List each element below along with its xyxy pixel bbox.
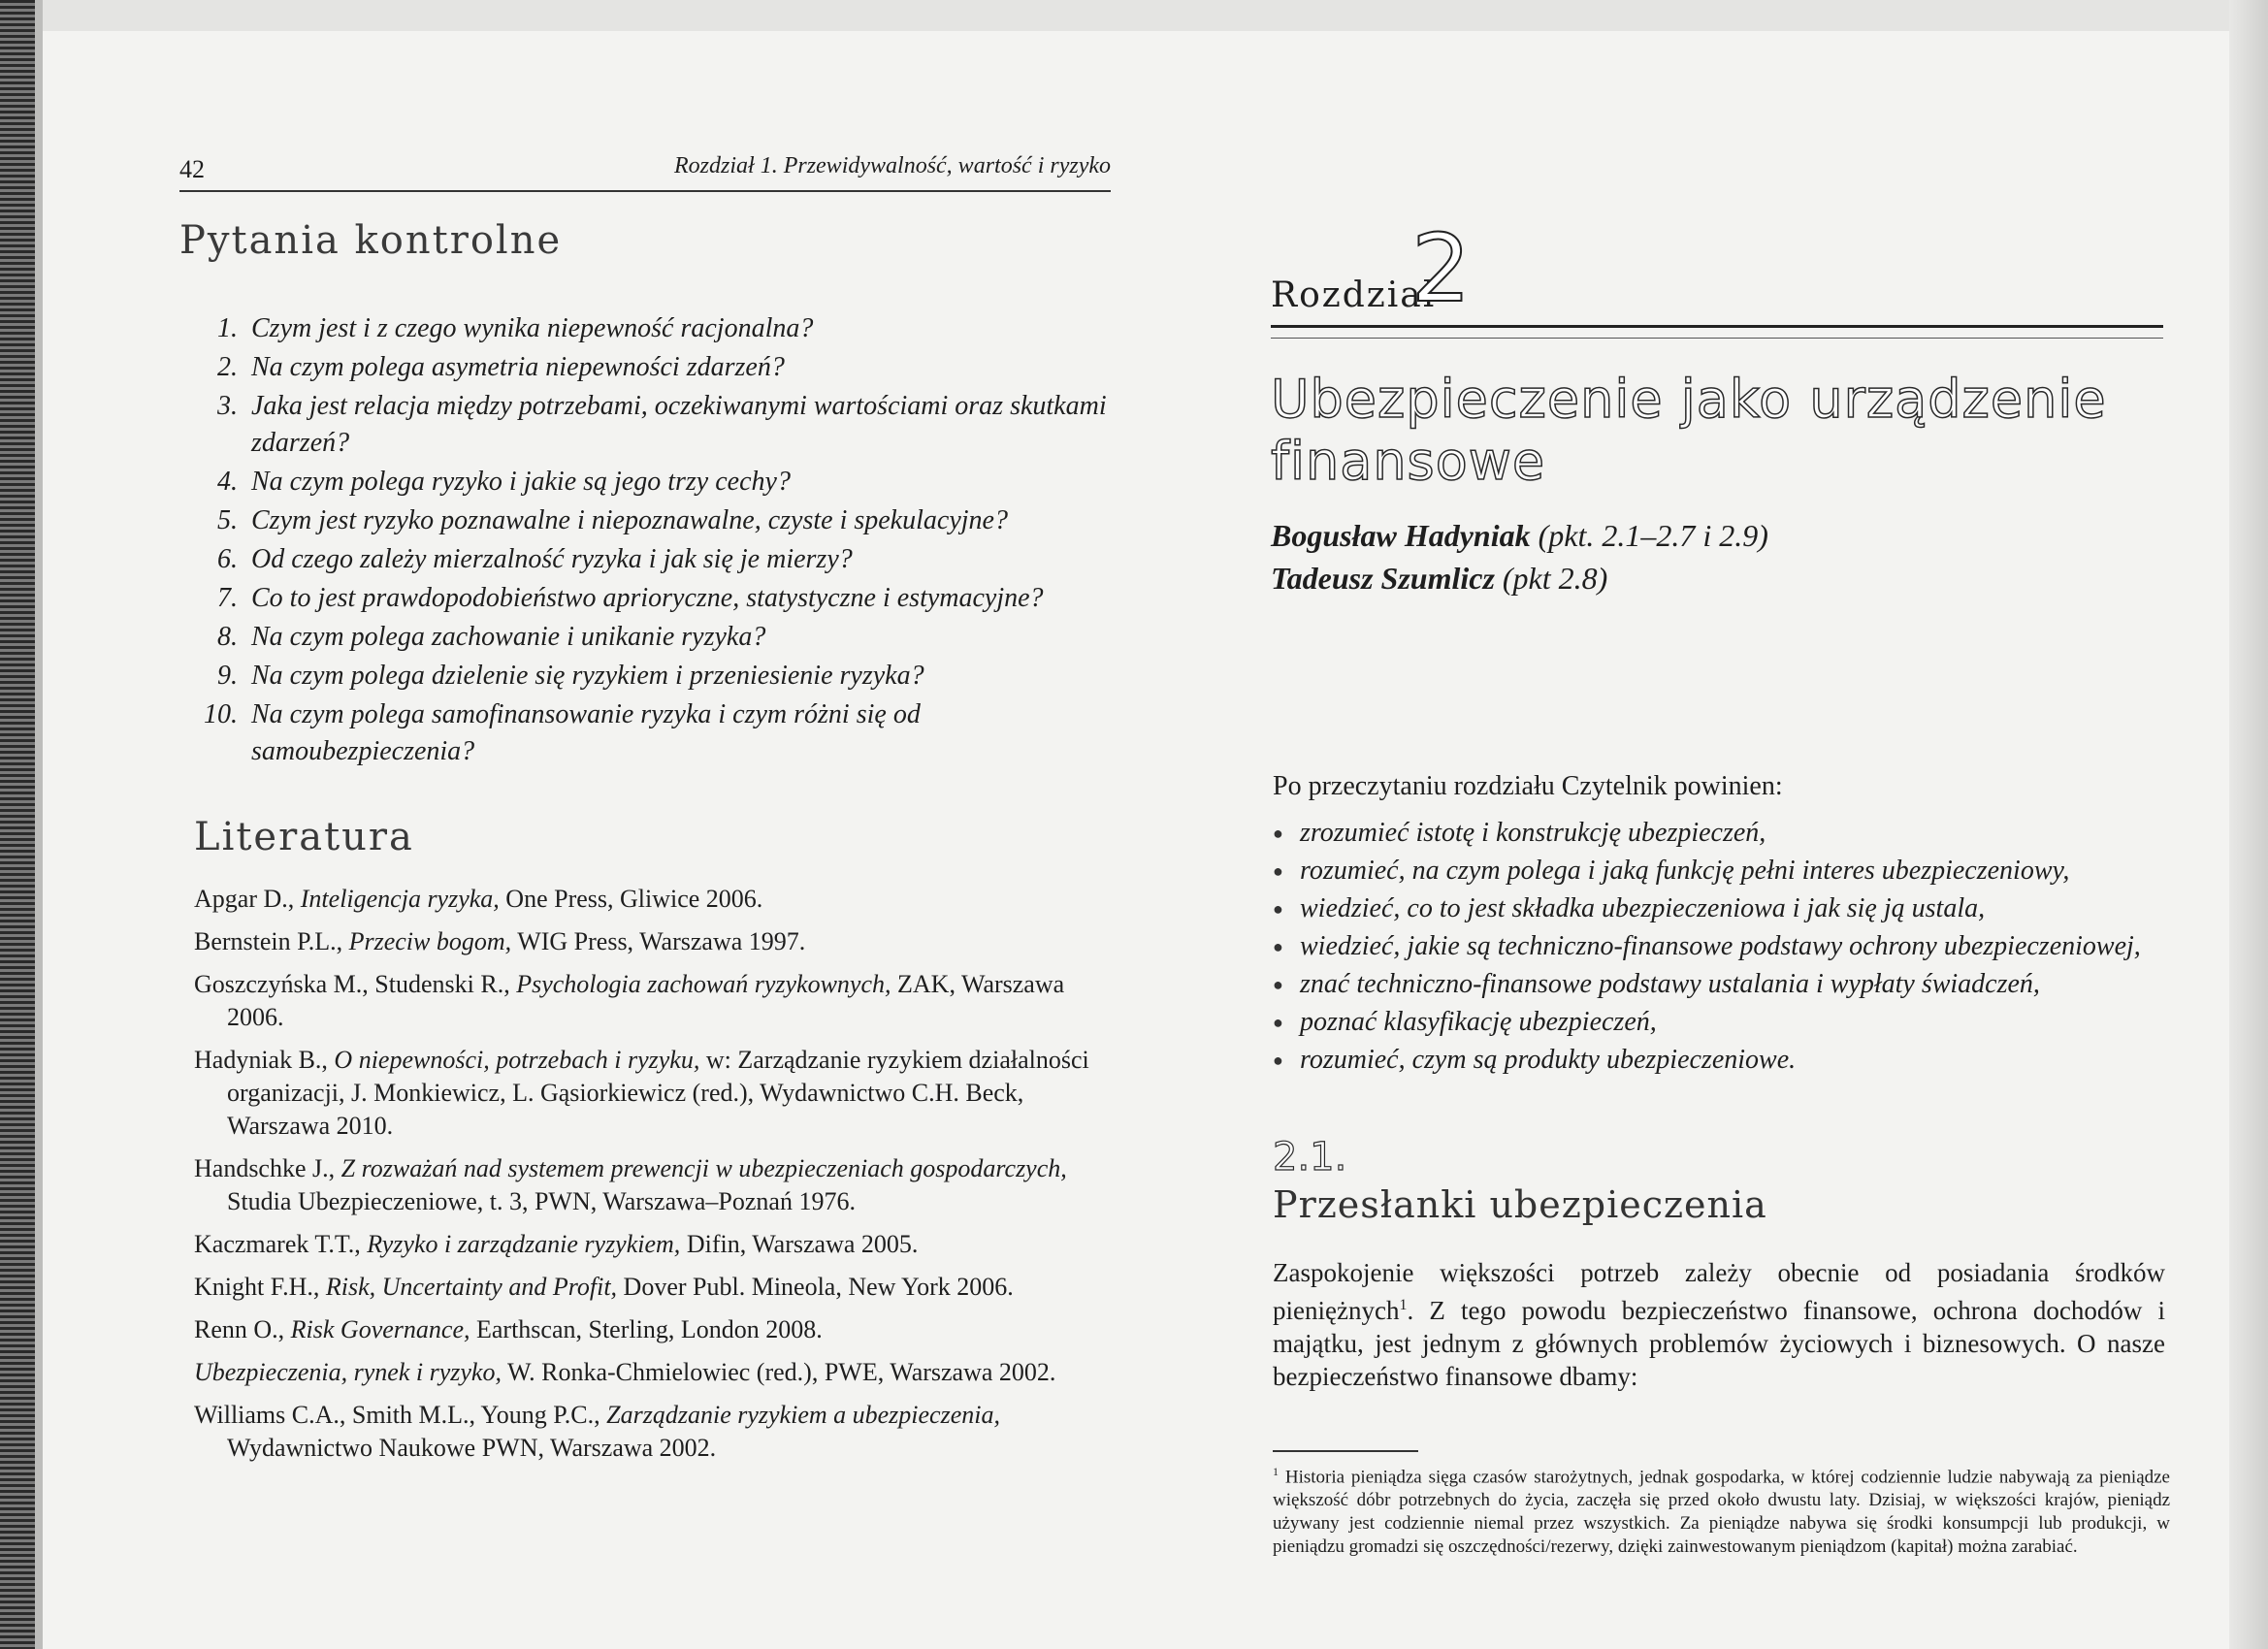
- question-item: 2. Na czym polega asymetria niepewności zdarzeń?: [217, 352, 785, 382]
- goal-item: ● wiedzieć, jakie są techniczno-finansowe podstawy ochrony ubezpieczeniowej,: [1273, 928, 2165, 965]
- goal-item: ● poznać klasyfikację ubezpieczeń,: [1273, 1004, 2165, 1041]
- chapter-label: Rozdział: [1271, 275, 1437, 315]
- question-item: 7. Co to jest prawdopodobieństwo aprioryczne, statystyczne i estymacyjne?: [217, 583, 1044, 613]
- chapter-authors: [1271, 514, 2144, 599]
- question-item: 3. Jaka jest relacja między potrzebami, oczekiwanymi wartościami oraz skutkami zdarzeń?: [217, 391, 1107, 458]
- literature-item: Apgar D., Inteligencja ryzyka, One Press, Gliwice 2006.: [194, 885, 763, 913]
- learning-goals-intro: Po przeczytaniu rozdziału Czytelnik powinien:: [1273, 771, 1783, 801]
- literature-item: Renn O., Risk Governance, Earthscan, Sterling, London 2008.: [194, 1315, 823, 1343]
- chapter-number: 2: [1411, 214, 1472, 323]
- review-questions-list: [179, 310, 1111, 772]
- running-header: [179, 153, 1111, 192]
- bullet-icon: ●: [1273, 899, 1283, 919]
- left-page: [49, 39, 1145, 1630]
- running-title: Rozdział 1. Przewidywalność, wartość i ryzyko: [674, 153, 1111, 178]
- question-item: 4. Na czym polega ryzyko i jakie są jego trzy cechy?: [217, 467, 791, 497]
- bullet-icon: ●: [1273, 1013, 1283, 1032]
- literature-heading: Literatura: [194, 815, 414, 859]
- chapter-rule: [1271, 325, 2163, 339]
- literature-item: Ubezpieczenia, rynek i ryzyko, W. Ronka-Chmielowiec (red.), PWE, Warszawa 2002.: [194, 1358, 1056, 1386]
- scan-binding-edge: [0, 0, 35, 1649]
- literature-item: Hadyniak B., O niepewności, potrzebach i ryzyku, w: Zarządzanie ryzykiem działalności organizacji, J. Monkiewicz, L. Gąsiorkiewicz (red.), Wydawnictwo C.H. Beck, Warszawa 2010.: [194, 1046, 1089, 1140]
- scan-binding-shadow: [35, 0, 43, 1649]
- right-page: [1203, 39, 2241, 1630]
- question-item: 8. Na czym polega zachowanie i unikanie ryzyka?: [217, 622, 766, 652]
- footnote-rule: [1273, 1450, 1418, 1452]
- section-number: 2.1.: [1273, 1135, 1347, 1180]
- body-paragraph: Zaspokojenie większości potrzeb zależy obecnie od posiadania środków pieniężnych$^1$. Z tego powodu bezpieczeństwo finansowe, ochrona dochodów i majątku, jest jednym z głównych problemów życiowych i biznesowych. O nasze bezpieczeństwo finansowe dbamy:: [1273, 1258, 2165, 1391]
- footnote-reference: 1: [1399, 1297, 1408, 1313]
- section-title: Przesłanki ubezpieczenia: [1273, 1183, 1767, 1226]
- author-line: Tadeusz Szumlicz (pkt 2.8): [1271, 561, 1608, 596]
- goal-item: ● znać techniczno-finansowe podstawy ustalania i wypłaty świadczeń,: [1273, 966, 2165, 1003]
- literature-item: Kaczmarek T.T., Ryzyko i zarządzanie ryzykiem, Difin, Warszawa 2005.: [194, 1230, 919, 1258]
- goal-item: ● zrozumieć istotę i konstrukcję ubezpieczeń,: [1273, 815, 2165, 852]
- bullet-icon: ●: [1273, 937, 1283, 956]
- literature-item: Knight F.H., Risk, Uncertainty and Profit, Dover Publ. Mineola, New York 2006.: [194, 1273, 1014, 1301]
- bullet-icon: ●: [1273, 975, 1283, 994]
- author-line: Bogusław Hadyniak (pkt. 2.1–2.7 i 2.9): [1271, 518, 1768, 553]
- literature-item: Handschke J., Z rozważań nad systemem prewencji w ubezpieczeniach gospodarczych, Studia Ubezpieczeniowe, t. 3, PWN, Warszawa–Poznań 1976.: [194, 1154, 1067, 1215]
- bullet-icon: ●: [1273, 1051, 1283, 1070]
- goal-item: ● rozumieć, czym są produkty ubezpieczeniowe.: [1273, 1042, 2165, 1079]
- question-item: 6. Od czego zależy mierzalność ryzyka i jak się je mierzy?: [217, 544, 853, 574]
- literature-list: [194, 883, 1125, 1474]
- question-item: 5. Czym jest ryzyko poznawalne i niepoznawalne, czyste i spekulacyjne?: [217, 505, 1008, 535]
- question-item: 10. Na czym polega samofinansowanie ryzyka i czym różni się od samoubezpieczenia?: [204, 699, 921, 766]
- review-questions-heading: Pytania kontrolne: [179, 218, 563, 263]
- scan-top-margin: [0, 0, 2268, 31]
- literature-item: Goszczyńska M., Studenski R., Psychologia zachowań ryzykownych, ZAK, Warszawa 2006.: [194, 970, 1065, 1031]
- chapter-header: [1271, 209, 2163, 325]
- literature-item: Bernstein P.L., Przeciw bogom, WIG Press, Warszawa 1997.: [194, 927, 806, 955]
- learning-goals-list: [1273, 815, 2165, 1080]
- bullet-icon: ●: [1273, 861, 1283, 881]
- goal-item: ● wiedzieć, co to jest składka ubezpieczeniowa i jak się ją ustala,: [1273, 890, 2165, 927]
- question-item: 1. Czym jest i z czego wynika niepewność racjonalna?: [217, 313, 814, 343]
- literature-item: Williams C.A., Smith M.L., Young P.C., Zarządzanie ryzykiem a ubezpieczenia, Wydawnictwo Naukowe PWN, Warszawa 2002.: [194, 1401, 1000, 1462]
- goal-item: ● rozumieć, na czym polega i jaką funkcję pełni interes ubezpieczeniowy,: [1273, 853, 2165, 889]
- chapter-title: Ubezpieczenie jako urządzenie finansowe: [1271, 369, 2107, 492]
- bullet-icon: ●: [1273, 824, 1283, 843]
- page-number: 42: [179, 155, 205, 183]
- footnote: $^1$ Historia pieniądza sięga czasów starożytnych, jednak gospodarka, w której codziennie ludzie nabywają za pieniądze większość dóbr potrzebnych do życia, zaczęła się przed około dwustu laty. Dzisiaj, w większości krajów, pieniądz używany jest codziennie niemal przez wszystkich. Za pieniądze nabywa się środki konsumpcji lub produkcji, w pieniądzu gromadzi się oszczędności/rezerwy, dzięki zainwestowanym pieniądzom (kapitał) można zarabiać.: [1273, 1465, 2170, 1558]
- question-item: 9. Na czym polega dzielenie się ryzykiem i przeniesienie ryzyka?: [217, 661, 924, 691]
